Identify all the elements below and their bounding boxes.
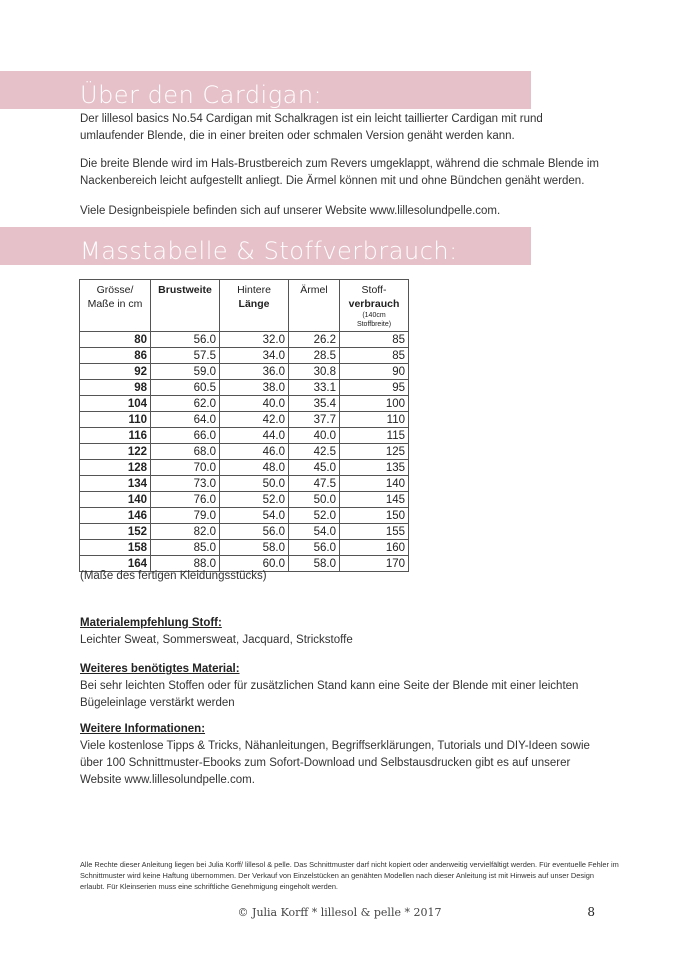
cell-fabric: 145 bbox=[340, 492, 409, 508]
cell-fabric: 85 bbox=[340, 348, 409, 364]
header-chest-label: Brustweite bbox=[158, 284, 212, 296]
cell-fabric: 90 bbox=[340, 364, 409, 380]
header-sleeve bbox=[289, 280, 340, 332]
cell-size: 104 bbox=[80, 396, 151, 412]
cell-sleeve: 37.7 bbox=[289, 412, 340, 428]
cell-fabric: 115 bbox=[340, 428, 409, 444]
cell-back: 52.0 bbox=[220, 492, 289, 508]
table-row bbox=[80, 396, 409, 412]
cell-fabric: 110 bbox=[340, 412, 409, 428]
cell-size: 158 bbox=[80, 540, 151, 556]
table-row bbox=[80, 380, 409, 396]
size-table bbox=[79, 279, 409, 572]
cell-sleeve: 33.1 bbox=[289, 380, 340, 396]
cell-fabric: 155 bbox=[340, 524, 409, 540]
cell-chest: 88.0 bbox=[151, 556, 220, 572]
table-row bbox=[80, 428, 409, 444]
cell-fabric: 140 bbox=[340, 476, 409, 492]
cell-size: 92 bbox=[80, 364, 151, 380]
cell-back: 50.0 bbox=[220, 476, 289, 492]
header-size-line1: Grösse/ bbox=[96, 284, 134, 296]
cell-back: 48.0 bbox=[220, 460, 289, 476]
cell-sleeve: 45.0 bbox=[289, 460, 340, 476]
cell-sleeve: 26.2 bbox=[289, 332, 340, 348]
cell-size: 152 bbox=[80, 524, 151, 540]
cell-chest: 73.0 bbox=[151, 476, 220, 492]
intro-paragraph-3: Viele Designbeispiele befinden sich auf unserer Website www.lillesolundpelle.com. bbox=[80, 205, 501, 217]
page-number: 8 bbox=[587, 905, 595, 919]
cell-back: 44.0 bbox=[220, 428, 289, 444]
header-size bbox=[80, 280, 151, 332]
header-fabric-line2: verbrauch bbox=[348, 298, 400, 310]
cell-fabric: 150 bbox=[340, 508, 409, 524]
section-title-size-table: Masstabelle & Stoffverbrauch: bbox=[80, 237, 458, 265]
table-row bbox=[80, 460, 409, 476]
cell-back: 40.0 bbox=[220, 396, 289, 412]
cell-size: 146 bbox=[80, 508, 151, 524]
header-sleeve-label: Ärmel bbox=[300, 284, 328, 296]
material-heading: Materialempfehlung Stoff: bbox=[80, 617, 222, 629]
table-caption: (Maße des fertigen Kleidungsstücks) bbox=[80, 570, 267, 582]
cell-chest: 85.0 bbox=[151, 540, 220, 556]
table-row bbox=[80, 332, 409, 348]
cell-back: 58.0 bbox=[220, 540, 289, 556]
cell-size: 128 bbox=[80, 460, 151, 476]
cell-size: 134 bbox=[80, 476, 151, 492]
header-fabric-line1: Stoff- bbox=[361, 284, 387, 296]
table-row bbox=[80, 508, 409, 524]
cell-sleeve: 52.0 bbox=[289, 508, 340, 524]
material-text: Leichter Sweat, Sommersweat, Jacquard, Strickstoffe bbox=[80, 634, 353, 646]
table-row bbox=[80, 412, 409, 428]
cell-chest: 56.0 bbox=[151, 332, 220, 348]
cell-size: 122 bbox=[80, 444, 151, 460]
cell-fabric: 135 bbox=[340, 460, 409, 476]
cell-sleeve: 40.0 bbox=[289, 428, 340, 444]
cell-size: 98 bbox=[80, 380, 151, 396]
cell-sleeve: 54.0 bbox=[289, 524, 340, 540]
header-back-length bbox=[220, 280, 289, 332]
table-row bbox=[80, 348, 409, 364]
cell-fabric: 100 bbox=[340, 396, 409, 412]
cell-sleeve: 47.5 bbox=[289, 476, 340, 492]
cell-back: 38.0 bbox=[220, 380, 289, 396]
cell-sleeve: 30.8 bbox=[289, 364, 340, 380]
cell-chest: 66.0 bbox=[151, 428, 220, 444]
table-row bbox=[80, 364, 409, 380]
cell-chest: 62.0 bbox=[151, 396, 220, 412]
cell-size: 80 bbox=[80, 332, 151, 348]
cell-chest: 57.5 bbox=[151, 348, 220, 364]
cell-sleeve: 50.0 bbox=[289, 492, 340, 508]
cell-sleeve: 35.4 bbox=[289, 396, 340, 412]
more-info-heading: Weitere Informationen: bbox=[80, 723, 206, 735]
cell-size: 110 bbox=[80, 412, 151, 428]
cell-chest: 60.5 bbox=[151, 380, 220, 396]
cell-back: 42.0 bbox=[220, 412, 289, 428]
footer-copyright: © Julia Korff * lillesol & pelle * 2017 bbox=[237, 906, 442, 919]
cell-back: 36.0 bbox=[220, 364, 289, 380]
cell-size: 140 bbox=[80, 492, 151, 508]
table-row bbox=[80, 492, 409, 508]
header-size-line2: Maße in cm bbox=[87, 298, 143, 310]
cell-back: 54.0 bbox=[220, 508, 289, 524]
header-fabric-note1: (140cm bbox=[362, 312, 386, 319]
cell-size: 86 bbox=[80, 348, 151, 364]
header-back-line2: Länge bbox=[238, 298, 270, 310]
cell-chest: 70.0 bbox=[151, 460, 220, 476]
more-info-text: Viele kostenlose Tipps & Tricks, Nähanleitungen, Begriffserklärungen, Tutorials und DIY-Ideen sowie über 100 Schnittmuster-Ebooks zum Sofort-Download und Selbstausdrucken gibt es auf unserer Website www.lillesolundpelle.com. bbox=[80, 740, 590, 786]
extra-material-heading: Weiteres benötigtes Material: bbox=[80, 663, 240, 675]
cell-chest: 82.0 bbox=[151, 524, 220, 540]
cell-sleeve: 58.0 bbox=[289, 556, 340, 572]
cell-fabric: 85 bbox=[340, 332, 409, 348]
cell-fabric: 95 bbox=[340, 380, 409, 396]
cell-chest: 59.0 bbox=[151, 364, 220, 380]
intro-paragraph-2: Die breite Blende wird im Hals-Brustbereich zum Revers umgeklappt, während die schmale Blende im Nackenbereich leicht aufgestellt anliegt. Die Ärmel können mit und ohne Bündchen genäht werden. bbox=[80, 158, 600, 187]
size-table-header-row bbox=[80, 280, 409, 332]
table-row bbox=[80, 524, 409, 540]
section-band-size-table bbox=[0, 227, 531, 265]
table-row bbox=[80, 476, 409, 492]
cell-back: 46.0 bbox=[220, 444, 289, 460]
header-chest bbox=[151, 280, 220, 332]
cell-chest: 76.0 bbox=[151, 492, 220, 508]
header-back-line1: Hintere bbox=[237, 284, 271, 296]
table-row bbox=[80, 444, 409, 460]
cell-size: 164 bbox=[80, 556, 151, 572]
cell-chest: 68.0 bbox=[151, 444, 220, 460]
cell-fabric: 160 bbox=[340, 540, 409, 556]
cell-sleeve: 28.5 bbox=[289, 348, 340, 364]
legal-notice: Alle Rechte dieser Anleitung liegen bei Julia Korff/ lillesol & pelle. Das Schnittmuster darf nicht kopiert oder anderweitig vervielfältigt werden. Für eventuelle Fehler im Schnittmuster wird keine Haftung übernommen. Der Verkauf von Einzelstücken an genähten Modellen nach dieser Anleitung ist mit Hinweis auf unser Design erlaubt. Für Kleinserien muss eine schriftliche Genehmigung eingeholt werden. bbox=[80, 860, 619, 891]
cell-fabric: 125 bbox=[340, 444, 409, 460]
cell-back: 60.0 bbox=[220, 556, 289, 572]
section-title-cardigan: Über den Cardigan: bbox=[80, 81, 323, 109]
table-row bbox=[80, 540, 409, 556]
cell-back: 34.0 bbox=[220, 348, 289, 364]
cell-sleeve: 56.0 bbox=[289, 540, 340, 556]
header-fabric bbox=[340, 280, 409, 332]
cell-size: 116 bbox=[80, 428, 151, 444]
cell-chest: 79.0 bbox=[151, 508, 220, 524]
section-band-cardigan bbox=[0, 71, 531, 109]
cell-fabric: 170 bbox=[340, 556, 409, 572]
cell-sleeve: 42.5 bbox=[289, 444, 340, 460]
cell-back: 32.0 bbox=[220, 332, 289, 348]
cell-chest: 64.0 bbox=[151, 412, 220, 428]
header-fabric-note2: Stoffbreite) bbox=[356, 321, 392, 328]
extra-material-text: Bei sehr leichten Stoffen oder für zusätzlichen Stand kann eine Seite der Blende mit einer leichten Bügeleinlage verstärkt werden bbox=[80, 680, 579, 709]
intro-paragraph-1: Der lillesol basics No.54 Cardigan mit Schalkragen ist ein leicht taillierter Cardigan mit rund umlaufender Blende, die in einer breiten oder schmalen Version genäht werden kann. bbox=[80, 113, 543, 142]
cell-back: 56.0 bbox=[220, 524, 289, 540]
